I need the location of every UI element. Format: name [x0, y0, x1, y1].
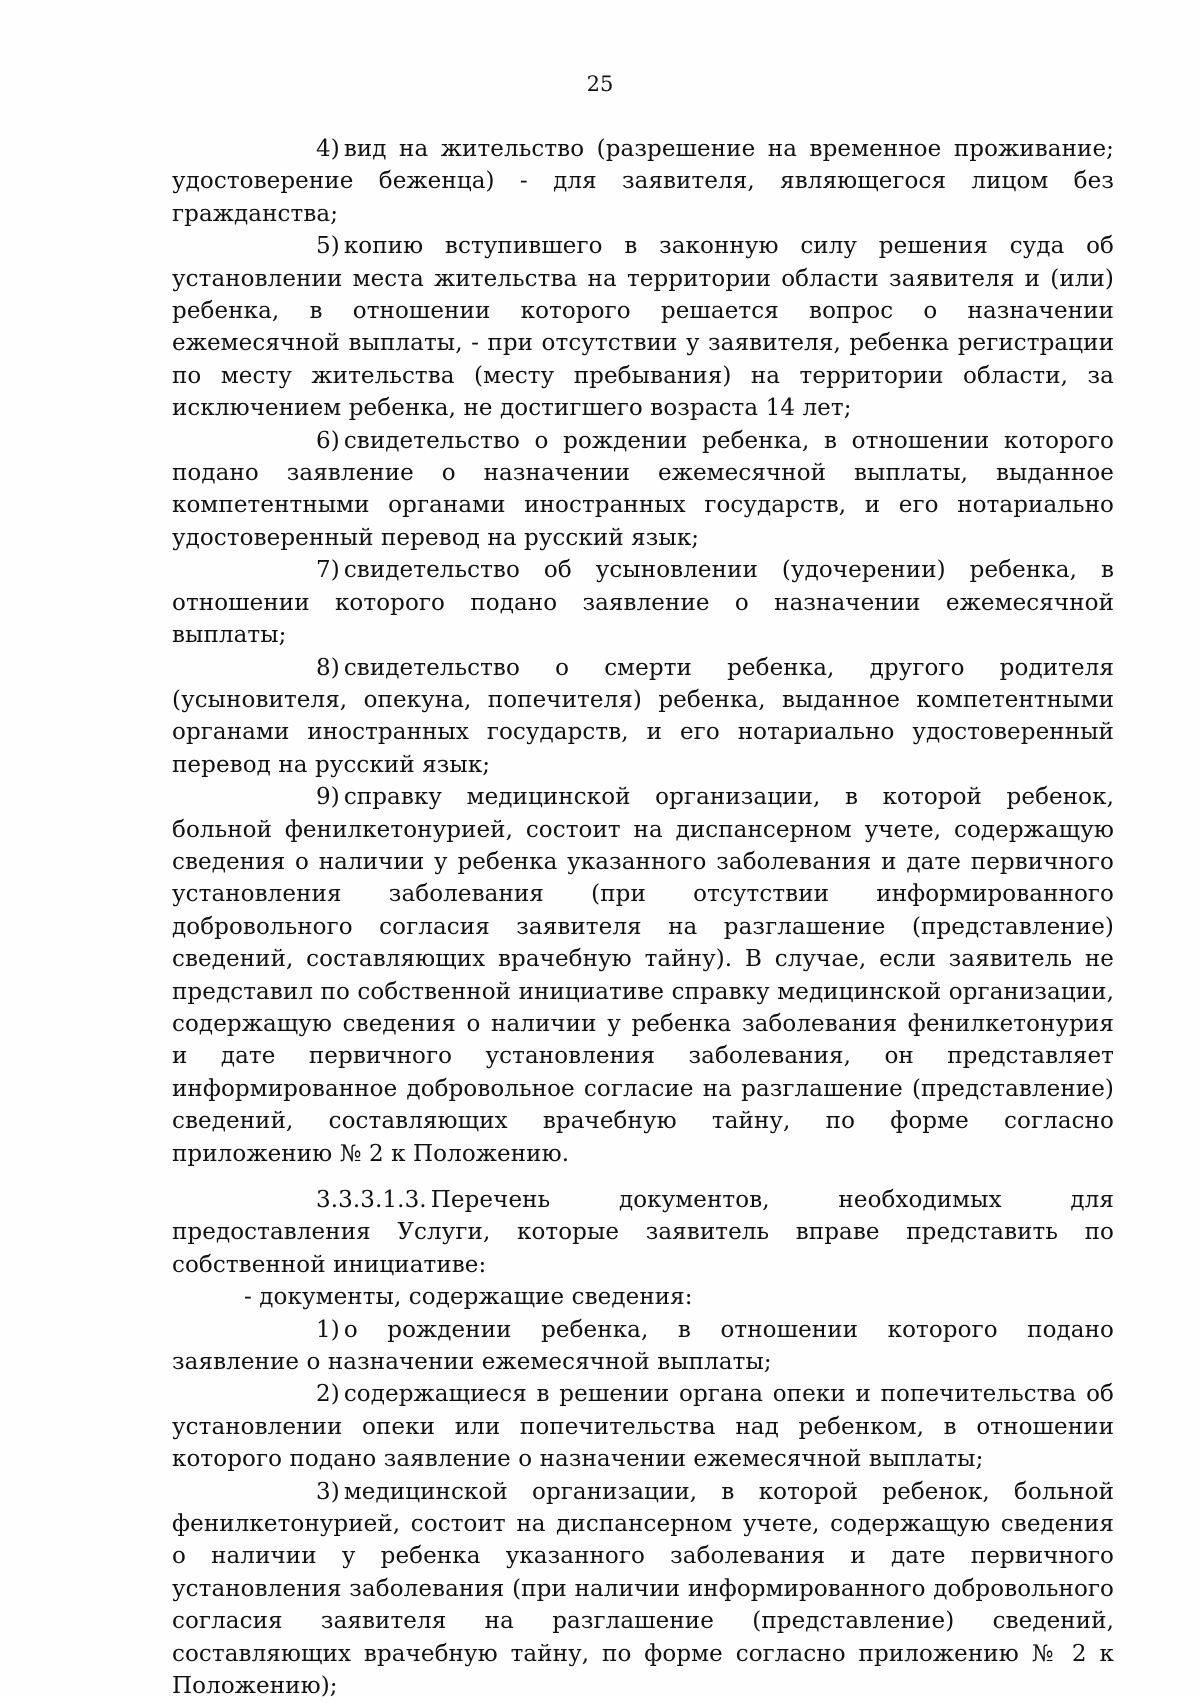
list-item-6 — [172, 425, 1114, 555]
item-text: свидетельство о рождении ребенка, в отношении которого подано заявление о назначении ежемесячной выплаты, выданное компетентными органами иностранных государств, и его нотариально удостоверенный перевод на русский язык; — [172, 427, 1114, 551]
section-heading-3-3-3-1-3 — [172, 1184, 1114, 1281]
document-body — [172, 133, 1114, 1703]
item-number: 4) — [316, 136, 340, 162]
item-text: свидетельство об усыновлении (удочерении) ребенка, в отношении которого подано заявление о назначении ежемесячной выплаты; — [172, 557, 1114, 649]
list-item-4 — [172, 133, 1114, 230]
documents-intro — [172, 1281, 1114, 1313]
item-text: вид на жительство (разрешение на временное проживание; удостоверение беженца) - для заявителя, являющегося лицом без гражданства; — [172, 136, 1114, 227]
sub-item-2 — [172, 1378, 1114, 1475]
item-text: свидетельство о смерти ребенка, другого родителя (усыновителя, опекуна, попечителя) ребенка, выданное компетентными органами иностранных государств, и его нотариально удостоверенный перевод на русский язык; — [172, 654, 1114, 778]
item-text: содержащиеся в решении органа опеки и попечительства об установлении опеки или попечительства над ребенком, в отношении которого подано заявление о назначении ежемесячной выплаты; — [172, 1381, 1114, 1473]
list-item-5 — [172, 230, 1114, 424]
item-number: 7) — [316, 557, 340, 584]
sub-item-1 — [172, 1314, 1114, 1379]
list-item-7 — [172, 554, 1114, 651]
item-number: 2) — [316, 1381, 340, 1408]
item-number: 1) — [316, 1316, 340, 1343]
item-text: справку медицинской организации, в которой ребенок, больной фенилкетонурией, состоит на диспансерном учете, содержащую сведения о наличии у ребенка указанного заболевания и дате первичного установления заболевания (при отсутствии информированного добровольного согласия заявителя на разглашение (представление) сведений, составляющих врачебную тайну). В случае, если заявитель не представил по собственной инициативе справку медицинской организации, содержащую сведения о наличии у ребенка заболевания фенилкетонурия и дате первичного установления заболевания, он представляет информированное добровольное согласие на разглашение (представление) сведений, составляющих врачебную тайну, по форме согласно приложению № 2 к Положению. — [172, 784, 1114, 1167]
item-text: о рождении ребенка, в отношении которого подано заявление о назначении ежемесячной выплаты; — [172, 1316, 1114, 1376]
list-item-9 — [172, 781, 1114, 1170]
item-number: 8) — [316, 654, 340, 681]
intro-text: - документы, содержащие сведения: — [244, 1284, 693, 1311]
item-text: медицинской организации, в которой ребенок, больной фенилкетонурией, состоит на диспансерном учете, содержащую сведения о наличии у ребенка указанного заболевания и дате первичного установления заболевания (при наличии информированного добровольного согласия заявителя на разглашение (представление) сведений, составляющих врачебную тайну, по форме согласно приложению № 2 к Положению); — [172, 1478, 1114, 1700]
item-number: 3) — [316, 1478, 340, 1505]
item-text: копию вступившего в законную силу решения суда об установлении места жительства на территории области заявителя и (или) ребенка, в отношении которого решается вопрос о назначении ежемесячной выплаты, - при отсутствии у заявителя, ребенка регистрации по месту жительства (месту пребывания) на территории области, за исключением ребенка, не достигшего возраста 14 лет; — [172, 233, 1114, 422]
sub-item-3 — [172, 1476, 1114, 1703]
item-number: 9) — [316, 784, 340, 811]
list-item-8 — [172, 652, 1114, 782]
section-number: 3.3.3.1.3. — [316, 1187, 427, 1213]
item-number: 5) — [316, 233, 340, 260]
page-number: 25 — [586, 72, 614, 96]
item-number: 6) — [316, 427, 340, 454]
section-text: Перечень документов, необходимых для предоставления Услуги, которые заявитель вправе представить по собственной инициативе: — [172, 1187, 1114, 1278]
